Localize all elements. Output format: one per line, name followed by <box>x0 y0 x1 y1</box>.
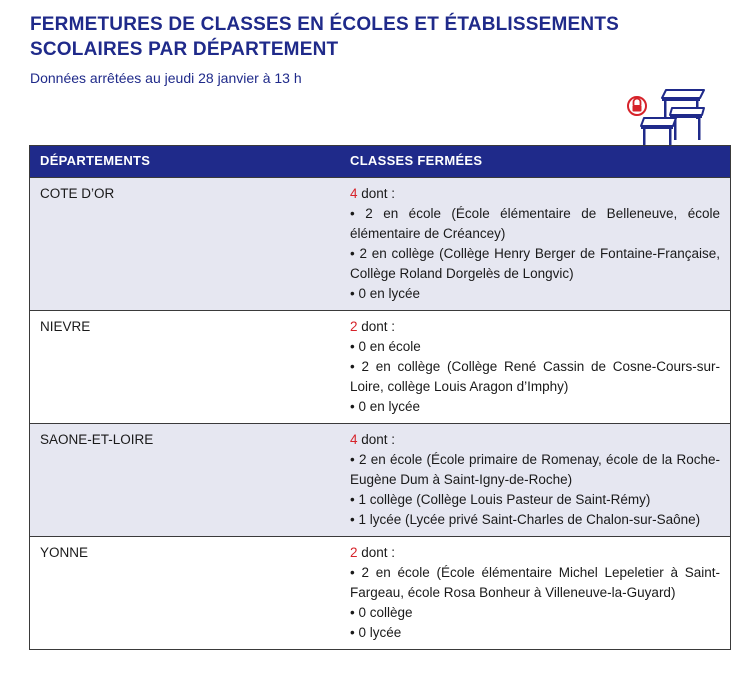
closure-total <box>350 184 720 204</box>
closure-line: • 2 en collège (Collège Henry Berger de Fontaine-Française, Collège Roland Dorgelès de Longvic) <box>350 245 720 281</box>
table-row <box>30 177 730 310</box>
table-row <box>30 423 730 536</box>
closure-count: 4 <box>350 185 358 201</box>
closures-cell <box>340 423 730 536</box>
closure-count: 2 <box>350 544 358 560</box>
closure-count: 4 <box>350 431 358 447</box>
closures-cell <box>340 177 730 310</box>
closure-line: • 2 en école (École primaire de Romenay, école de la Roche- Eugène Dum à Saint-Igny-de-Roche) <box>350 451 720 487</box>
closure-count-suffix: dont : <box>357 431 396 447</box>
closures-cell <box>340 310 730 423</box>
closure-count-suffix: dont : <box>357 185 396 201</box>
column-header-closed-classes: CLASSES FERMÉES <box>340 146 730 177</box>
closure-line: • 2 en collège (Collège René Cassin de Cosne-Cours-sur-Loire, collège Louis Aragon d’Imphy) <box>350 358 720 394</box>
department-cell: NIEVRE <box>30 310 340 423</box>
department-cell: COTE D’OR <box>30 177 340 310</box>
department-cell: YONNE <box>30 536 340 649</box>
closure-count-suffix: dont : <box>357 318 396 334</box>
table-row <box>30 536 730 649</box>
closure-line: • 0 lycée <box>350 624 402 640</box>
closure-line: • 2 en école (École élémentaire de Belleneuve, école élémentaire de Créancey) <box>350 205 720 241</box>
closure-total <box>350 430 720 450</box>
closure-line: • 0 collège <box>350 604 413 620</box>
closure-line: • 0 en école <box>350 338 421 354</box>
table-row <box>30 310 730 423</box>
closure-total <box>350 543 720 563</box>
closure-line: • 1 collège (Collège Louis Pasteur de Saint-Rémy) <box>350 491 651 507</box>
column-header-departments: DÉPARTEMENTS <box>30 146 340 177</box>
page-subtitle: Données arrêtées au jeudi 28 janvier à 13 h <box>30 70 302 86</box>
department-cell: SAONE-ET-LOIRE <box>30 423 340 536</box>
closures-table <box>29 145 731 650</box>
closure-total <box>350 317 720 337</box>
closure-line: • 2 en école (École élémentaire Michel Lepeletier à Saint-Fargeau, école Rosa Bonheur à Villeneuve-la-Guyard) <box>350 564 720 600</box>
closure-count: 2 <box>350 318 358 334</box>
closure-line: • 1 lycée (Lycée privé Saint-Charles de Chalon-sur-Saône) <box>350 511 701 527</box>
school-desks-lock-icon <box>624 88 706 148</box>
page-title: FERMETURES DE CLASSES EN ÉCOLES ET ÉTABLISSEMENTS SCOLAIRES PAR DÉPARTEMENT <box>30 14 620 60</box>
closure-line: • 0 en lycée <box>350 285 421 301</box>
closure-count-suffix: dont : <box>357 544 396 560</box>
closures-cell <box>340 536 730 649</box>
closure-line: • 0 en lycée <box>350 398 421 414</box>
table-header-row <box>30 146 730 177</box>
